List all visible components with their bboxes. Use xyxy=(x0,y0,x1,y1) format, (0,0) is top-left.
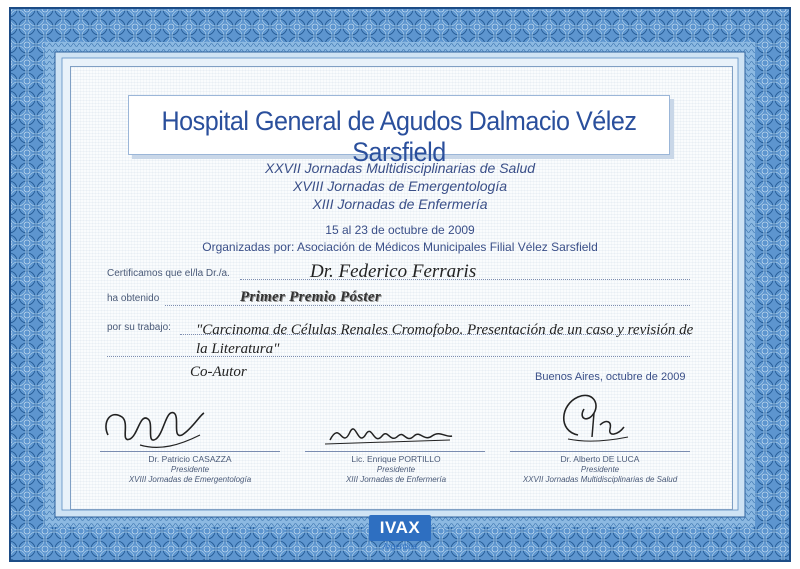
signatory-2-name: Lic. Enrique PORTILLO xyxy=(351,454,441,464)
signatory-3-name: Dr. Alberto DE LUCA xyxy=(560,454,640,464)
signature-portillo xyxy=(320,410,460,455)
signature-line-1 xyxy=(100,451,280,452)
work-title: "Carcinoma de Células Renales Cromofobo. Presentación de un caso y revisión de la Literatura" xyxy=(196,322,694,357)
event-line-1: XXVII Jornadas Multidisciplinarias de Salud xyxy=(264,160,536,176)
event-line-3: XIII Jornadas de Enfermería xyxy=(312,196,488,212)
place-date: Buenos Aires, octubre de 2009 xyxy=(535,371,686,383)
signatory-1-name: Dr. Patricio CASAZZA xyxy=(148,454,232,464)
signatory-1-title: Presidente xyxy=(170,465,210,474)
organizers: Organizadas por: Asociación de Médicos Municipales Filial Vélez Sarsfield xyxy=(202,240,598,254)
logo-badge xyxy=(369,515,431,541)
award-text: Primer Premio Póster xyxy=(240,289,381,305)
signature-line-2 xyxy=(305,451,485,452)
signature-de-luca xyxy=(548,385,638,445)
signatory-2-event: XIII Jornadas de Enfermería xyxy=(345,475,447,484)
signature-line-3 xyxy=(510,451,690,452)
logo-country: Argentina xyxy=(382,542,418,551)
event-line-2: XVIII Jornadas de Emergentología xyxy=(292,178,508,194)
ivax-logo xyxy=(369,515,431,555)
title-box xyxy=(128,95,670,167)
obtained-label: ha obtenido xyxy=(107,293,160,304)
signatory-3-event: XXVII Jornadas Multidisciplinarias de Salud xyxy=(522,475,678,484)
signatory-2-title: Presidente xyxy=(376,465,416,474)
hospital-title: Hospital General de Agudos Dalmacio Vélez Sarsfield xyxy=(161,106,637,167)
certify-label: Certificamos que el/la Dr./a. xyxy=(107,268,230,279)
event-dates: 15 al 23 de octubre de 2009 xyxy=(325,223,475,237)
signatory-1-event: XVIII Jornadas de Emergentología xyxy=(128,475,252,484)
logo-brand: IVAX xyxy=(379,518,421,537)
work-label: por su trabajo: xyxy=(107,322,171,333)
role-text: Co-Autor xyxy=(190,364,247,380)
signatory-3-title: Presidente xyxy=(580,465,620,474)
signature-casazza xyxy=(100,395,220,455)
recipient-name: Dr. Federico Ferraris xyxy=(310,261,477,282)
